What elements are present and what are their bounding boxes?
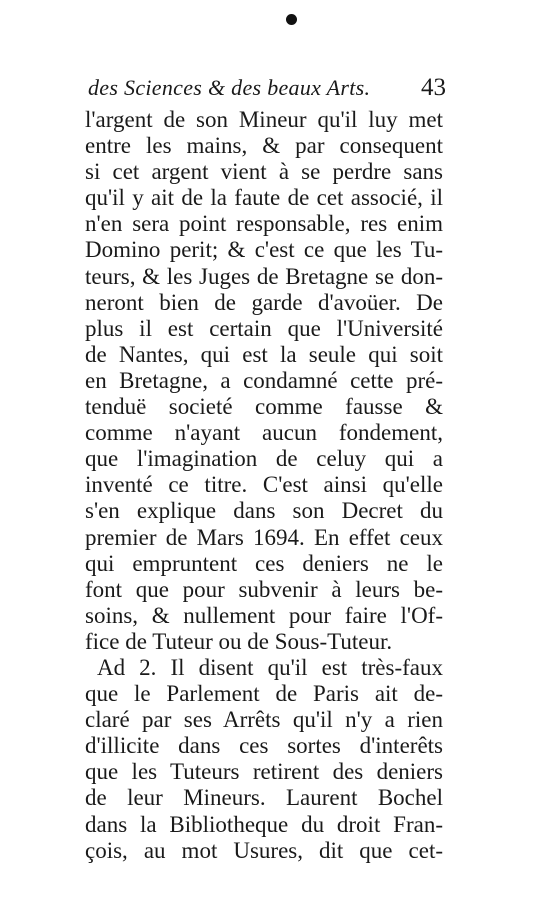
text-line: plus il est certain que l'Université bbox=[85, 315, 443, 341]
text-line: fice de Tuteur ou de Sous-Tuteur. bbox=[85, 628, 393, 654]
text-line: dans la Bibliotheque du droit Fran- bbox=[85, 811, 443, 837]
text-line: si cet argent vient à se perdre sans bbox=[85, 159, 443, 185]
text-line: neront bien de garde d'avoüer. De bbox=[85, 289, 443, 315]
text-line: en Bretagne, a condamné cette pré- bbox=[85, 367, 443, 393]
text-line: de Nantes, qui est la seule qui soit bbox=[85, 341, 443, 367]
running-title: des Sciences & des beaux Arts. bbox=[88, 75, 371, 100]
text-line: Ad 2. Il disent qu'il est très-faux bbox=[97, 654, 443, 680]
text-line: teurs, & les Juges de Bretagne se don- bbox=[85, 263, 443, 289]
text-line: çois, au mot Usures, dit que cet- bbox=[85, 837, 443, 863]
text-line: inventé ce titre. C'est ainsi qu'elle bbox=[85, 472, 443, 498]
text-line: s'en explique dans son Decret du bbox=[85, 498, 443, 524]
text-line: tenduë societé comme fausse & bbox=[85, 394, 443, 420]
text-line: que l'imagination de celuy qui a bbox=[85, 446, 443, 472]
text-line: n'en sera point responsable, res enim bbox=[85, 211, 443, 237]
page-header bbox=[88, 74, 446, 102]
body-text bbox=[85, 107, 443, 864]
printer-ornament-dot bbox=[286, 14, 297, 25]
text-line: que les Tuteurs retirent des deniers bbox=[85, 759, 443, 785]
text-line: l'argent de son Mineur qu'il luy met bbox=[85, 107, 443, 132]
text-line: claré par ses Arrêts qu'il n'y a rien bbox=[85, 707, 443, 733]
text-line: que le Parlement de Paris ait de- bbox=[85, 681, 443, 707]
text-line: qu'il y ait de la faute de cet associé, il bbox=[85, 185, 443, 211]
text-line: font que pour subvenir à leurs be- bbox=[85, 576, 443, 602]
text-line: entre les mains, & par consequent bbox=[85, 133, 443, 159]
text-line: de leur Mineurs. Laurent Bochel bbox=[85, 785, 443, 811]
text-line: comme n'ayant aucun fondement, bbox=[85, 420, 443, 446]
page-number: 43 bbox=[421, 74, 446, 101]
text-line: qui empruntent ces deniers ne le bbox=[85, 550, 443, 576]
text-line: premier de Mars 1694. En effet ceux bbox=[85, 524, 443, 550]
text-line: Domino perit; & c'est ce que les Tu- bbox=[85, 237, 443, 263]
text-line: d'illicite dans ces sortes d'interêts bbox=[85, 733, 443, 759]
text-line: soins, & nullement pour faire l'Of- bbox=[85, 602, 443, 628]
